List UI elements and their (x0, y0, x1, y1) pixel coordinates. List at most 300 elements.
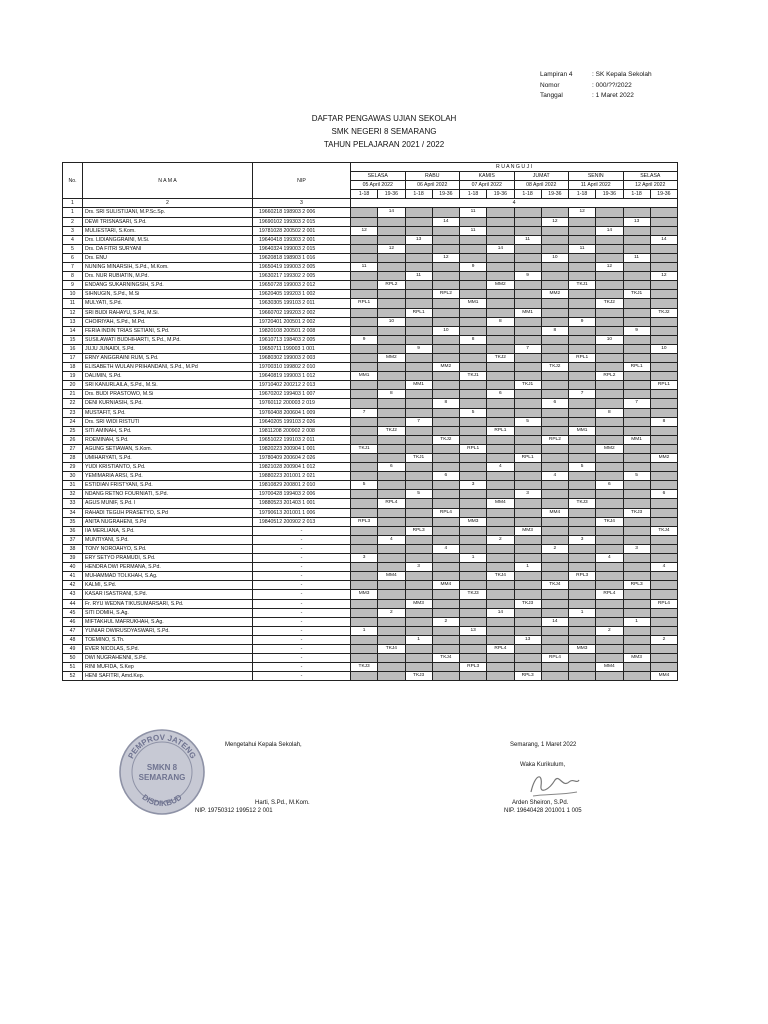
table-row (63, 353, 678, 362)
room-cell (623, 235, 650, 244)
room-cell (514, 426, 541, 435)
lampiran-label: Lampiran 4 (540, 71, 573, 78)
room-cell (432, 554, 459, 563)
room-cell (378, 363, 405, 372)
room-cell (378, 344, 405, 353)
room-cell (432, 390, 459, 399)
room-cell (596, 308, 623, 317)
room-cell: TKJ2 (596, 299, 623, 308)
title-line-2: SMK NEGERI 8 SEMARANG (331, 127, 437, 136)
room-cell (487, 654, 514, 663)
room-cell (460, 563, 487, 572)
room-cell: TKJ4 (596, 517, 623, 526)
room-cell (351, 572, 378, 581)
room-cell (541, 663, 568, 672)
room-cell: TKJ2 (432, 435, 459, 444)
room-cell (460, 426, 487, 435)
row-number: 52 (63, 672, 83, 681)
room-cell (569, 508, 596, 517)
room-cell (596, 426, 623, 435)
room-cell (596, 417, 623, 426)
room-cell (405, 317, 432, 326)
room-cell: RPL2 (596, 372, 623, 381)
row-nip: 19840512 200902 2 013 (253, 517, 351, 526)
header-slot: 1-18 (514, 190, 541, 199)
room-cell (596, 672, 623, 681)
room-cell (596, 572, 623, 581)
room-cell (487, 326, 514, 335)
room-cell: 3 (460, 481, 487, 490)
room-cell (514, 326, 541, 335)
table-row (63, 499, 678, 508)
room-cell (623, 317, 650, 326)
room-cell (460, 308, 487, 317)
room-cell (541, 244, 568, 253)
room-cell (405, 608, 432, 617)
room-cell (487, 508, 514, 517)
room-cell (650, 663, 677, 672)
room-cell (432, 499, 459, 508)
row-nip: - (253, 626, 351, 635)
room-cell (405, 335, 432, 344)
room-cell (541, 517, 568, 526)
room-cell (378, 590, 405, 599)
room-cell (514, 472, 541, 481)
room-cell (596, 272, 623, 281)
room-cell (351, 454, 378, 463)
room-cell (487, 226, 514, 235)
room-cell (596, 253, 623, 262)
room-cell (623, 499, 650, 508)
room-cell (650, 581, 677, 590)
table-row (63, 235, 678, 244)
room-cell (569, 226, 596, 235)
room-cell (405, 444, 432, 453)
row-name: IIA MERLIANA, S.Pd. (83, 526, 253, 535)
room-cell (460, 417, 487, 426)
room-cell (487, 663, 514, 672)
room-cell (650, 572, 677, 581)
room-cell (405, 572, 432, 581)
room-cell (351, 535, 378, 544)
room-cell (514, 290, 541, 299)
row-name: KASAR ISASTRANI, S.Pd. (83, 590, 253, 599)
room-cell (541, 635, 568, 644)
room-cell (351, 308, 378, 317)
room-cell (460, 363, 487, 372)
room-cell: TKJ1 (460, 372, 487, 381)
room-cell (514, 481, 541, 490)
room-cell (514, 608, 541, 617)
room-cell (650, 372, 677, 381)
room-cell (432, 672, 459, 681)
room-cell (460, 353, 487, 362)
room-cell: 9 (569, 317, 596, 326)
table-row (63, 417, 678, 426)
row-name: ENDANG SUKARNINGSIH, S.Pd. (83, 281, 253, 290)
room-cell (405, 426, 432, 435)
room-cell (405, 326, 432, 335)
room-cell: TKJ4 (541, 581, 568, 590)
room-cell (460, 435, 487, 444)
row-number: 46 (63, 617, 83, 626)
room-cell: RPL1 (569, 353, 596, 362)
row-name: MULIESTARI, S.Kom. (83, 226, 253, 235)
room-cell (378, 626, 405, 635)
room-cell: RPL4 (378, 499, 405, 508)
room-cell: 8 (378, 390, 405, 399)
room-cell (432, 281, 459, 290)
room-cell (650, 626, 677, 635)
room-cell: 4 (378, 535, 405, 544)
row-number: 7 (63, 263, 83, 272)
table-row (63, 663, 678, 672)
room-cell (569, 272, 596, 281)
room-cell (378, 654, 405, 663)
room-cell (596, 644, 623, 653)
room-cell (487, 626, 514, 635)
header-no: No. (63, 163, 83, 199)
room-cell: 11 (569, 244, 596, 253)
room-cell: 3 (514, 490, 541, 499)
room-cell (405, 372, 432, 381)
right-nip: NIP. 19640428 201001 1 005 (504, 808, 582, 814)
room-cell (460, 608, 487, 617)
room-cell (378, 399, 405, 408)
room-cell (460, 472, 487, 481)
room-cell (596, 326, 623, 335)
row-nip: 19820108 200501 2 008 (253, 326, 351, 335)
table-row (63, 554, 678, 563)
room-cell (487, 599, 514, 608)
room-cell (514, 372, 541, 381)
room-cell (351, 499, 378, 508)
room-cell (650, 444, 677, 453)
room-cell (405, 663, 432, 672)
row-nip: 19651022 199103 2 011 (253, 435, 351, 444)
room-cell (541, 644, 568, 653)
room-cell (487, 253, 514, 262)
room-cell: 2 (432, 617, 459, 626)
room-cell (460, 317, 487, 326)
room-cell (460, 253, 487, 262)
room-cell (541, 599, 568, 608)
row-number: 28 (63, 454, 83, 463)
header-date: 05 April 2022 (351, 181, 406, 190)
row-number: 31 (63, 481, 83, 490)
room-cell (541, 353, 568, 362)
room-cell: 10 (378, 317, 405, 326)
room-cell (650, 390, 677, 399)
room-cell (623, 535, 650, 544)
room-cell (569, 554, 596, 563)
room-cell (569, 417, 596, 426)
room-cell (351, 472, 378, 481)
room-cell (541, 335, 568, 344)
table-row (63, 344, 678, 353)
row-number: 1 (63, 208, 83, 217)
room-cell (405, 481, 432, 490)
room-cell (623, 353, 650, 362)
room-cell: 6 (432, 472, 459, 481)
row-number: 50 (63, 654, 83, 663)
row-number: 33 (63, 499, 83, 508)
room-cell: 9 (460, 263, 487, 272)
room-cell (569, 517, 596, 526)
row-name: Drs. NUR RUBIATIN, M.Pd. (83, 272, 253, 281)
table-row (63, 263, 678, 272)
table-row (63, 544, 678, 553)
room-cell: RPL1 (351, 299, 378, 308)
room-cell (378, 599, 405, 608)
row-name: EVER NICOLAS, S.Pd. (83, 644, 253, 653)
header-date: 06 April 2022 (405, 181, 460, 190)
row-name: Drs. SRI WIDI RISTUTI (83, 417, 253, 426)
header-slot: 1-18 (623, 190, 650, 199)
row-name: UMIHARYATI, S.Pd. (83, 454, 253, 463)
room-cell: TKJ3 (623, 508, 650, 517)
table-row (63, 444, 678, 453)
header-day: SELASA (623, 172, 678, 181)
row-number: 44 (63, 599, 83, 608)
room-cell: MM1 (514, 308, 541, 317)
room-cell (623, 372, 650, 381)
header-slot: 19-36 (432, 190, 459, 199)
room-cell: TKJ3 (569, 499, 596, 508)
room-cell: 5 (569, 463, 596, 472)
room-cell: 10 (432, 326, 459, 335)
room-cell (405, 517, 432, 526)
room-cell (378, 672, 405, 681)
row-number: 29 (63, 463, 83, 472)
row-number: 13 (63, 317, 83, 326)
room-cell (487, 454, 514, 463)
room-cell (487, 444, 514, 453)
room-cell: TKJ4 (432, 654, 459, 663)
room-cell: TKJ3 (351, 663, 378, 672)
room-cell (487, 490, 514, 499)
signature-left (195, 740, 310, 814)
room-cell (514, 217, 541, 226)
school-stamp (118, 728, 206, 816)
room-cell: MM4 (541, 508, 568, 517)
room-cell (623, 590, 650, 599)
room-cell (378, 272, 405, 281)
supervisor-table (62, 162, 678, 681)
room-cell (514, 335, 541, 344)
room-cell (650, 544, 677, 553)
room-cell (432, 408, 459, 417)
room-cell (650, 353, 677, 362)
room-cell (650, 363, 677, 372)
room-cell: 9 (623, 326, 650, 335)
room-cell (487, 335, 514, 344)
room-cell (569, 363, 596, 372)
room-cell (432, 526, 459, 535)
row-nip: 19640205 199103 2 026 (253, 417, 351, 426)
row-name: ERNY ANGGRAINI RUM, S.Pd. (83, 353, 253, 362)
room-cell (351, 581, 378, 590)
row-number: 24 (63, 417, 83, 426)
table-row (63, 326, 678, 335)
room-cell: MM3 (569, 644, 596, 653)
row-name: TOEMINO, S.Th. (83, 635, 253, 644)
room-cell (378, 635, 405, 644)
room-cell (623, 335, 650, 344)
room-cell (514, 626, 541, 635)
room-cell: 1 (351, 626, 378, 635)
room-cell (541, 608, 568, 617)
row-name: DEWI TRISNASARI, S.Pd. (83, 217, 253, 226)
room-cell (623, 663, 650, 672)
room-cell (623, 672, 650, 681)
room-cell (405, 535, 432, 544)
table-row (63, 426, 678, 435)
room-cell (596, 499, 623, 508)
row-name: MUHAMMAD TOLKHAH, S.Ag. (83, 572, 253, 581)
room-cell (650, 426, 677, 435)
row-name: AGUS MUNIF, S.Pd. I (83, 499, 253, 508)
header-date: 12 April 2022 (623, 181, 678, 190)
header-day: KAMIS (460, 172, 515, 181)
row-nip: - (253, 654, 351, 663)
room-cell (514, 390, 541, 399)
room-cell: 5 (623, 472, 650, 481)
room-cell: TKJ1 (405, 454, 432, 463)
table-row (63, 308, 678, 317)
room-cell: MM1 (351, 372, 378, 381)
row-name: NUNING MINARSIH, S.Pd., M.Kom. (83, 263, 253, 272)
row-number: 25 (63, 426, 83, 435)
row-nip: 19700428 199403 2 006 (253, 490, 351, 499)
room-cell (596, 635, 623, 644)
room-cell (405, 217, 432, 226)
room-cell (351, 435, 378, 444)
room-cell (541, 317, 568, 326)
room-cell (541, 526, 568, 535)
room-cell: 14 (487, 608, 514, 617)
room-cell (596, 281, 623, 290)
room-cell (541, 590, 568, 599)
row-nip: - (253, 617, 351, 626)
room-cell: 7 (405, 417, 432, 426)
room-cell (351, 463, 378, 472)
room-cell: TKJ4 (378, 644, 405, 653)
room-cell (460, 672, 487, 681)
room-cell (432, 608, 459, 617)
room-cell: TKJ2 (541, 363, 568, 372)
room-cell (432, 299, 459, 308)
room-cell: 12 (351, 226, 378, 235)
header-date: 07 April 2022 (460, 181, 515, 190)
room-cell: 12 (432, 253, 459, 262)
room-cell: RPL3 (405, 526, 432, 535)
room-cell: MM4 (378, 572, 405, 581)
room-cell (623, 444, 650, 453)
row-number: 40 (63, 563, 83, 572)
row-number: 41 (63, 572, 83, 581)
room-cell: RPL3 (351, 517, 378, 526)
room-cell (650, 590, 677, 599)
room-cell (351, 644, 378, 653)
room-cell: RPL2 (378, 281, 405, 290)
row-name: ESTIDIAN FRISTYANI, S.Pd. (83, 481, 253, 490)
room-cell (351, 544, 378, 553)
room-cell (650, 617, 677, 626)
room-cell (596, 617, 623, 626)
row-name: SUSILAWATI BUDHIHARTI, S.Pd., M.Pd. (83, 335, 253, 344)
room-cell: 9 (405, 344, 432, 353)
room-cell (514, 363, 541, 372)
room-cell (487, 635, 514, 644)
room-cell (650, 408, 677, 417)
room-cell (460, 344, 487, 353)
lampiran-label: Nomor (540, 81, 560, 89)
room-cell: 1 (569, 608, 596, 617)
room-cell (378, 563, 405, 572)
room-cell: MM2 (487, 281, 514, 290)
room-cell (460, 526, 487, 535)
row-name: ERY SETYO PRAMUDI, S.Pd. (83, 554, 253, 563)
room-cell: 4 (487, 463, 514, 472)
room-cell: 7 (514, 344, 541, 353)
room-cell (487, 308, 514, 317)
room-cell (432, 635, 459, 644)
table-row (63, 390, 678, 399)
room-cell (596, 244, 623, 253)
room-cell: MM3 (460, 517, 487, 526)
room-cell (650, 335, 677, 344)
room-cell (378, 226, 405, 235)
room-cell (351, 617, 378, 626)
row-nip: - (253, 635, 351, 644)
room-cell (432, 517, 459, 526)
room-cell (623, 381, 650, 390)
row-number: 19 (63, 372, 83, 381)
lampiran-label: Tanggal (540, 92, 563, 99)
row-nip: 19640819 199003 1 012 (253, 372, 351, 381)
header-nama: N A M A (83, 163, 253, 199)
row-name: SRI BUDI RAHAYU, S.Pd, M.Si. (83, 308, 253, 317)
room-cell: TKJ2 (487, 353, 514, 362)
room-cell (432, 226, 459, 235)
room-cell (378, 217, 405, 226)
room-cell (623, 408, 650, 417)
room-cell (514, 408, 541, 417)
room-cell (378, 526, 405, 535)
room-cell: 1 (460, 554, 487, 563)
table-row (63, 408, 678, 417)
table-row (63, 608, 678, 617)
room-cell (351, 281, 378, 290)
room-cell: 13 (514, 635, 541, 644)
room-cell (405, 508, 432, 517)
row-name: YUNIAR DWIRUSDYASWARI, S.Pd. (83, 626, 253, 635)
room-cell: 2 (487, 535, 514, 544)
room-cell (405, 654, 432, 663)
room-cell: 2 (541, 544, 568, 553)
stamp-top-text: PEMPROV JATENG (126, 732, 198, 761)
room-cell (650, 499, 677, 508)
row-number: 23 (63, 408, 83, 417)
room-cell (405, 626, 432, 635)
room-cell (623, 226, 650, 235)
room-cell: TKJ1 (514, 381, 541, 390)
room-cell (650, 281, 677, 290)
room-cell: 12 (650, 272, 677, 281)
row-name: HENI SAFITRI, Amd.Kep. (83, 672, 253, 681)
header-day: JUMAT (514, 172, 569, 181)
